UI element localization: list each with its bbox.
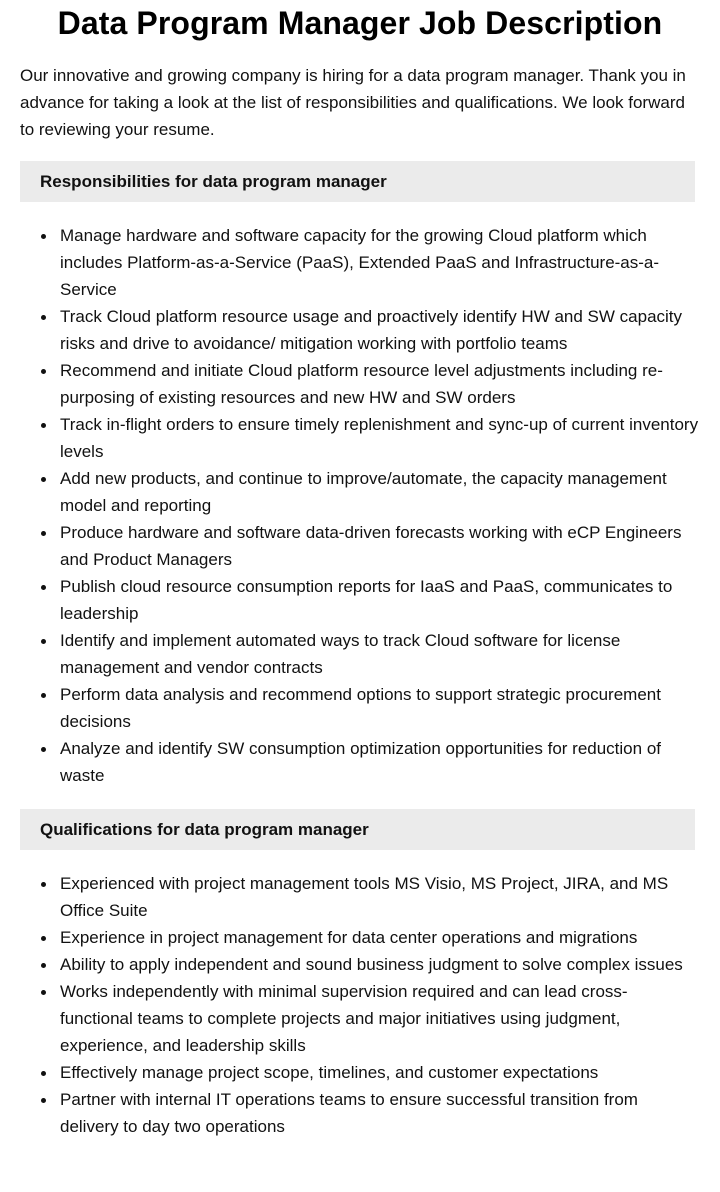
list-item: Recommend and initiate Cloud platform resource level adjustments including re-purposing of existing resources and new HW and SW orders [60, 357, 700, 411]
qualifications-list [20, 870, 700, 1140]
list-item: Publish cloud resource consumption reports for IaaS and PaaS, communicates to leadership [60, 573, 700, 627]
list-item: Identify and implement automated ways to track Cloud software for license management and vendor contracts [60, 627, 700, 681]
intro-paragraph: Our innovative and growing company is hiring for a data program manager. Thank you in advance for taking a look at the list of responsibilities and qualifications. We look forward to reviewing your resume. [20, 66, 686, 139]
responsibilities-list [20, 222, 700, 789]
list-item: Perform data analysis and recommend options to support strategic procurement decisions [60, 681, 700, 735]
list-item: Produce hardware and software data-driven forecasts working with eCP Engineers and Product Managers [60, 519, 700, 573]
list-item: Works independently with minimal supervision required and can lead cross-functional teams to complete projects and major initiatives using judgment, experience, and leadership skills [60, 978, 700, 1059]
responsibilities-heading: Responsibilities for data program manager [20, 161, 695, 202]
list-item: Manage hardware and software capacity for the growing Cloud platform which includes Platform-as-a-Service (PaaS), Extended PaaS and Infrastructure-as-a-Service [60, 222, 700, 303]
page-title: Data Program Manager Job Description [57, 5, 663, 41]
list-item: Add new products, and continue to improve/automate, the capacity management model and reporting [60, 465, 700, 519]
qualifications-heading: Qualifications for data program manager [20, 809, 695, 850]
list-item: Ability to apply independent and sound business judgment to solve complex issues [60, 951, 700, 978]
list-item: Track in-flight orders to ensure timely replenishment and sync-up of current inventory levels [60, 411, 700, 465]
list-item: Analyze and identify SW consumption optimization opportunities for reduction of waste [60, 735, 700, 789]
list-item: Experience in project management for data center operations and migrations [60, 924, 700, 951]
list-item: Track Cloud platform resource usage and proactively identify HW and SW capacity risks and drive to avoidance/ mitigation working with portfolio teams [60, 303, 700, 357]
list-item: Partner with internal IT operations teams to ensure successful transition from delivery to day two operations [60, 1086, 700, 1140]
list-item: Effectively manage project scope, timelines, and customer expectations [60, 1059, 700, 1086]
list-item: Experienced with project management tools MS Visio, MS Project, JIRA, and MS Office Suite [60, 870, 700, 924]
